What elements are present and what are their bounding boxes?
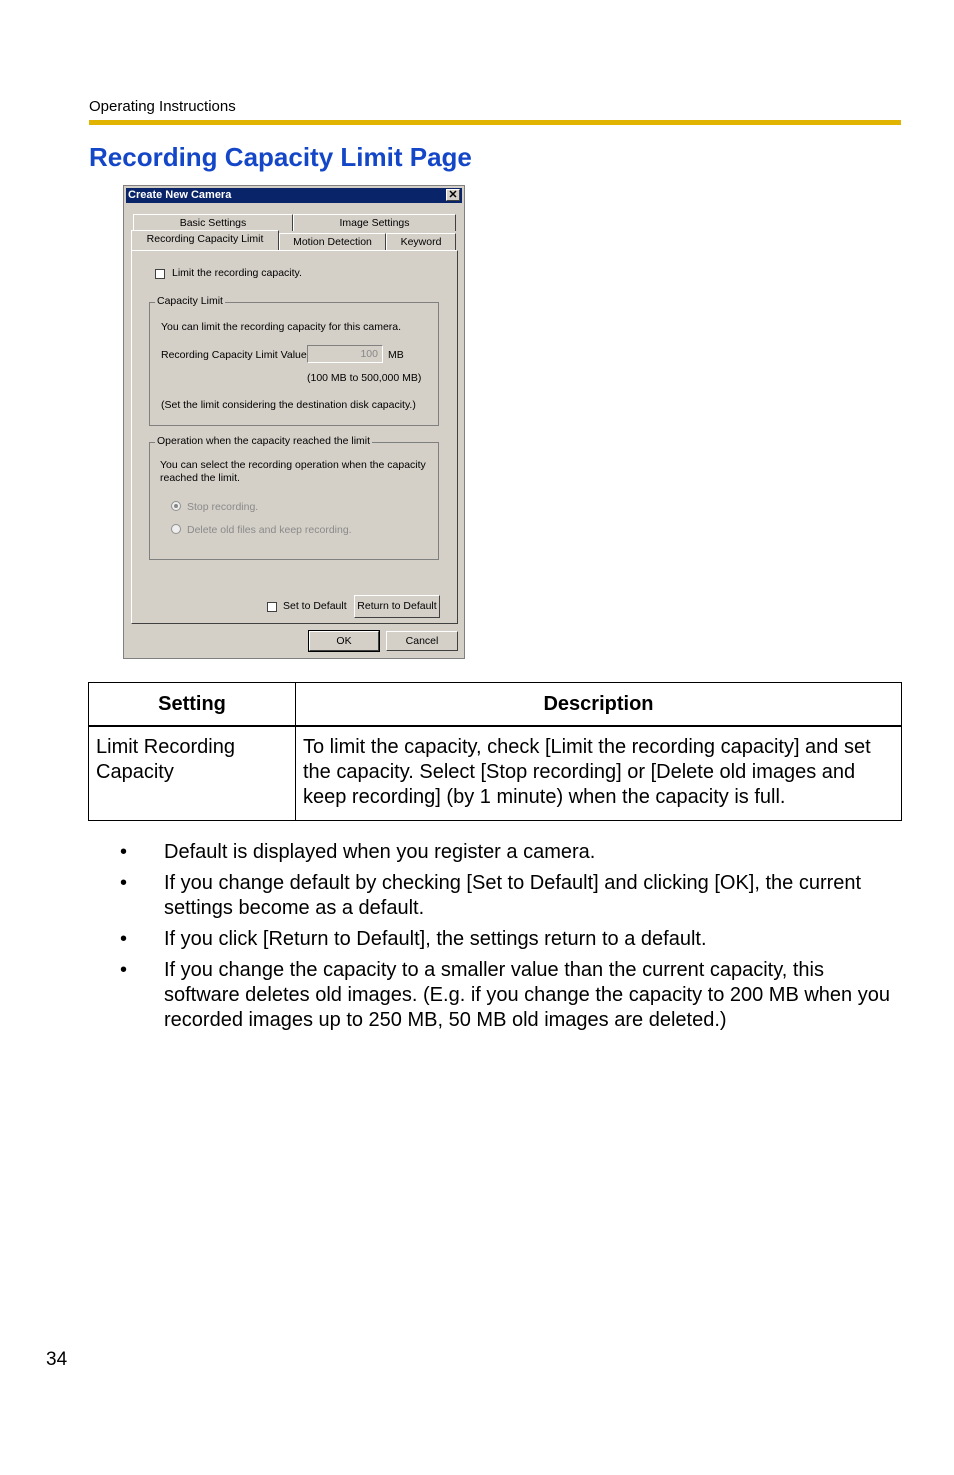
note-text: Default is displayed when you register a camera.: [164, 841, 596, 863]
capacity-note: (Set the limit considering the destination disk capacity.): [161, 399, 416, 411]
delete-old-files-label: Delete old files and keep recording.: [187, 524, 352, 536]
tab-motion-detection[interactable]: Motion Detection: [279, 233, 386, 250]
operation-intro-line2: reached the limit.: [160, 472, 240, 484]
dialog-titlebar: [126, 188, 462, 203]
capacity-intro: You can limit the recording capacity for this camera.: [161, 321, 402, 333]
table-header-row: [89, 683, 902, 727]
capacity-limit-group-label: Capacity Limit: [157, 295, 223, 307]
note-text: If you change the capacity to a smaller value than the current capacity, this software deletes old images. (E.g. if you change the capacity to 200 MB when you recorded images up to 250 MB, 50 MB old images are deleted.): [164, 959, 890, 1031]
list-item: [120, 871, 902, 921]
dialog-title: Create New Camera: [128, 189, 232, 201]
create-new-camera-dialog: [123, 185, 465, 659]
running-header: Operating Instructions: [89, 98, 236, 115]
limit-capacity-label: Limit the recording capacity.: [172, 267, 302, 279]
tab-recording-capacity-limit[interactable]: Recording Capacity Limit: [131, 230, 279, 250]
stop-recording-radio[interactable]: [171, 501, 181, 511]
header-rule: [89, 120, 901, 125]
bullet: •: [120, 928, 128, 950]
return-to-default-button[interactable]: Return to Default: [354, 595, 440, 618]
ok-button[interactable]: OK: [309, 631, 379, 651]
note-text: If you click [Return to Default], the settings return to a default.: [164, 928, 707, 950]
close-icon[interactable]: ✕: [446, 189, 460, 201]
list-item: [120, 927, 902, 952]
tab-basic-settings[interactable]: Basic Settings: [133, 214, 293, 231]
header-description: Description: [296, 683, 902, 727]
bullet: •: [120, 841, 128, 863]
cancel-button[interactable]: Cancel: [386, 631, 458, 651]
description-cell: To limit the capacity, check [Limit the recording capacity] and set the capacity. Select [Stop recording] or [Delete old images and keep recording] (by 1 minute) when the capacity is full.: [296, 726, 902, 821]
delete-old-files-radio[interactable]: [171, 524, 181, 534]
notes-list: [120, 840, 902, 1039]
operation-intro-line1: You can select the recording operation when the capacity: [160, 459, 426, 471]
tab-image-settings[interactable]: Image Settings: [293, 214, 456, 231]
page-title: Recording Capacity Limit Page: [89, 142, 472, 172]
capacity-field-label: Recording Capacity Limit Value: [161, 349, 307, 361]
table-row: [89, 726, 902, 821]
bullet: •: [120, 872, 128, 894]
capacity-range: (100 MB to 500,000 MB): [307, 372, 422, 384]
set-to-default-checkbox[interactable]: [267, 602, 277, 612]
limit-capacity-checkbox[interactable]: [155, 269, 165, 279]
tab-keyword[interactable]: Keyword: [386, 233, 456, 250]
settings-table: [88, 682, 902, 821]
bullet: •: [120, 959, 128, 981]
capacity-limit-input[interactable]: 100: [307, 345, 383, 363]
tab-panel: [131, 250, 458, 624]
note-text: If you change default by checking [Set to Default] and clicking [OK], the current settings become as a default.: [164, 872, 862, 919]
operation-group-label: Operation when the capacity reached the limit: [157, 435, 371, 447]
set-to-default-label: Set to Default: [283, 600, 347, 612]
header-setting: Setting: [89, 683, 296, 727]
stop-recording-label: Stop recording.: [187, 501, 259, 513]
setting-cell: Limit Recording Capacity: [89, 726, 296, 821]
page-number: 34: [46, 1349, 68, 1370]
list-item: [120, 840, 902, 865]
list-item: [120, 958, 902, 1033]
capacity-unit: MB: [388, 349, 404, 361]
